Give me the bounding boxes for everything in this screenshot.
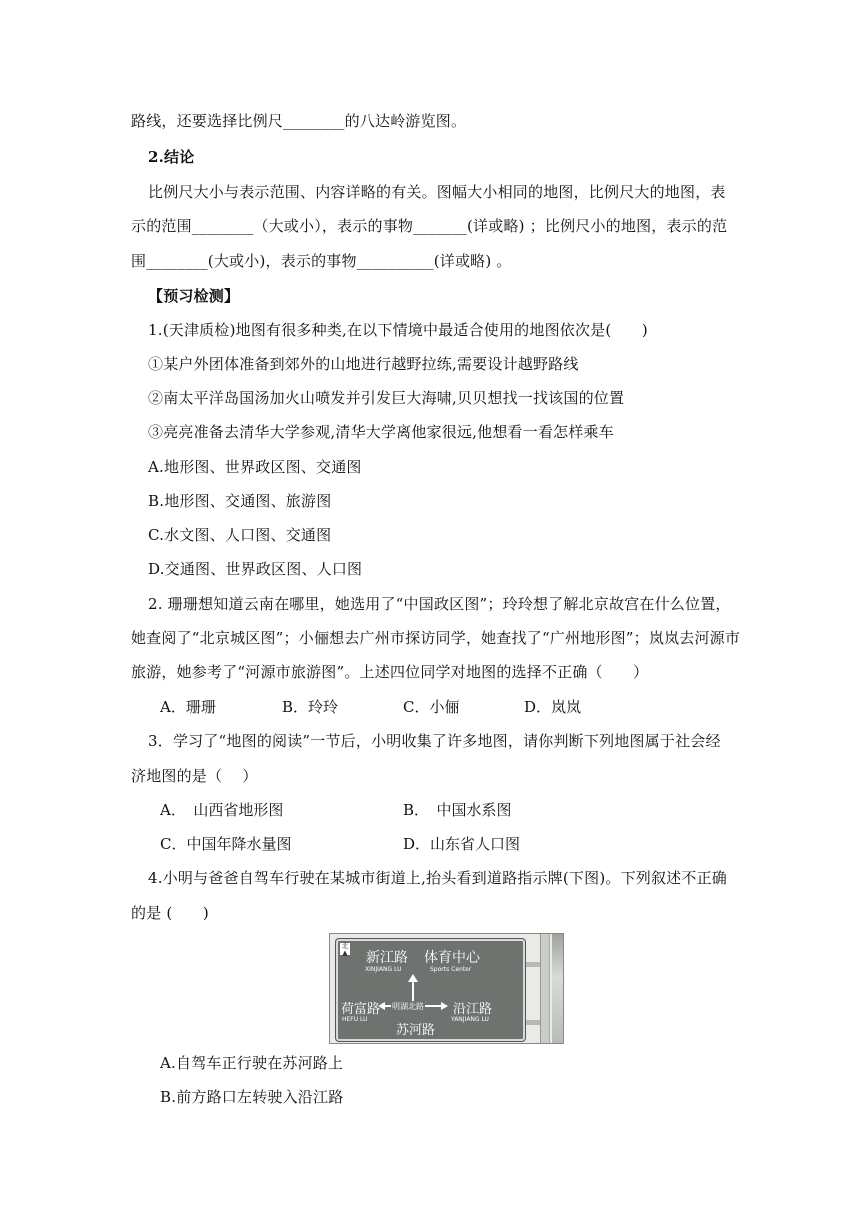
sign-right-road: 沿江路 bbox=[453, 1002, 493, 1017]
heading-conclusion: 2.结论 bbox=[148, 148, 195, 166]
sign-top-place-en: Sports Center bbox=[430, 966, 472, 973]
road-sign-board bbox=[336, 939, 525, 1041]
sign-right-road-en: YANJIANG LU bbox=[451, 1016, 489, 1023]
conclusion-line-3: 围________(大或小)，表示的事物__________(详或略) 。 bbox=[131, 252, 512, 270]
question-3-line-2: 济地图的是（ ） bbox=[131, 767, 258, 785]
sign-bottom-road: 苏河路 bbox=[396, 1023, 436, 1038]
question-3-option-d: D．山东省人口图 bbox=[403, 835, 521, 853]
question-3-option-c: C．中国年降水量图 bbox=[160, 835, 292, 853]
question-1-option-d: D.交通图、世界政区图、人口图 bbox=[148, 560, 363, 578]
foliage-background bbox=[552, 934, 564, 1043]
paragraph-scale-choice: 路线，还要选择比例尺________的八达岭游览图。 bbox=[131, 112, 467, 130]
question-1-scenario-3: ③亮亮准备去清华大学参观,清华大学离他家很远,他想看一看怎样乘车 bbox=[148, 423, 614, 441]
road-sign-image bbox=[329, 933, 564, 1044]
question-2-option-c: C．小俪 bbox=[403, 698, 460, 716]
question-3-option-b: B． 中国水系图 bbox=[403, 801, 512, 819]
question-2-line-3: 旅游，她参考了“河源市旅游图”。上述四位同学对地图的选择不正确（ ） bbox=[131, 663, 649, 681]
question-1-option-b: B.地形图、交通图、旅游图 bbox=[148, 492, 332, 510]
question-3-line-1: 3．学习了“地图的阅读”一节后，小明收集了许多地图，请你判断下列地图属于社会经 bbox=[148, 732, 721, 750]
question-1: 1.(天津质检)地图有很多种类,在以下情境中最适合使用的地图依次是( ) bbox=[148, 321, 648, 339]
sign-center-road: 明湖北路 bbox=[392, 1002, 424, 1011]
question-2-line-1: 2. 珊珊想知道云南在哪里，她选用了“中国政区图”；玲玲想了解北京故宫在什么位置， bbox=[148, 595, 731, 613]
question-4-option-a: A.自驾车正行驶在苏河路上 bbox=[160, 1054, 344, 1072]
question-1-scenario-1: ①某户外团体准备到郊外的山地进行越野拉练,需要设计越野路线 bbox=[148, 355, 579, 373]
question-2-option-d: D．岚岚 bbox=[524, 698, 582, 716]
conclusion-line-2: 示的范围________（大或小），表示的事物_______(详或略) ；比例尺小的地图，表示的范 bbox=[131, 217, 728, 235]
sign-top-road: 新江路 bbox=[366, 950, 408, 966]
sign-left-road-en: HEFU LU bbox=[342, 1016, 368, 1023]
sign-top-road-en: XINJIANG LU bbox=[365, 966, 402, 973]
question-1-scenario-2: ②南太平洋岛国汤加火山喷发并引发巨大海啸,贝贝想找一找该国的位置 bbox=[148, 389, 625, 407]
heading-preview-check: 【预习检测】 bbox=[148, 287, 240, 305]
conclusion-line-1: 比例尺大小与表示范围、内容详略的有关。图幅大小相同的地图，比例尺大的地图，表 bbox=[148, 183, 726, 201]
sign-pole bbox=[540, 934, 550, 1043]
question-4-line-1: 4.小明与爸爸自驾车行驶在某城市街道上,抬头看到道路指示牌(下图)。下列叙述不正确 bbox=[148, 869, 727, 887]
sign-top-place: 体育中心 bbox=[424, 950, 480, 966]
question-2-option-a: A．珊珊 bbox=[160, 698, 216, 716]
north-marker: 北 ▲ bbox=[341, 942, 349, 957]
question-1-option-c: C.水文图、人口图、交通图 bbox=[148, 526, 332, 544]
question-4-option-b: B.前方路口左转驶入沿江路 bbox=[160, 1088, 344, 1106]
question-4-line-2: 的是 ( ) bbox=[131, 904, 209, 922]
sign-left-road: 荷富路 bbox=[341, 1002, 381, 1017]
question-2-line-2: 她查阅了“北京城区图”；小俪想去广州市探访同学，她查找了“广州地形图”；岚岚去河源市 bbox=[131, 629, 741, 647]
question-1-option-a: A.地形图、世界政区图、交通图 bbox=[148, 458, 362, 476]
question-3-option-a: A． 山西省地形图 bbox=[160, 801, 284, 819]
question-2-option-b: B．玲玲 bbox=[282, 698, 339, 716]
